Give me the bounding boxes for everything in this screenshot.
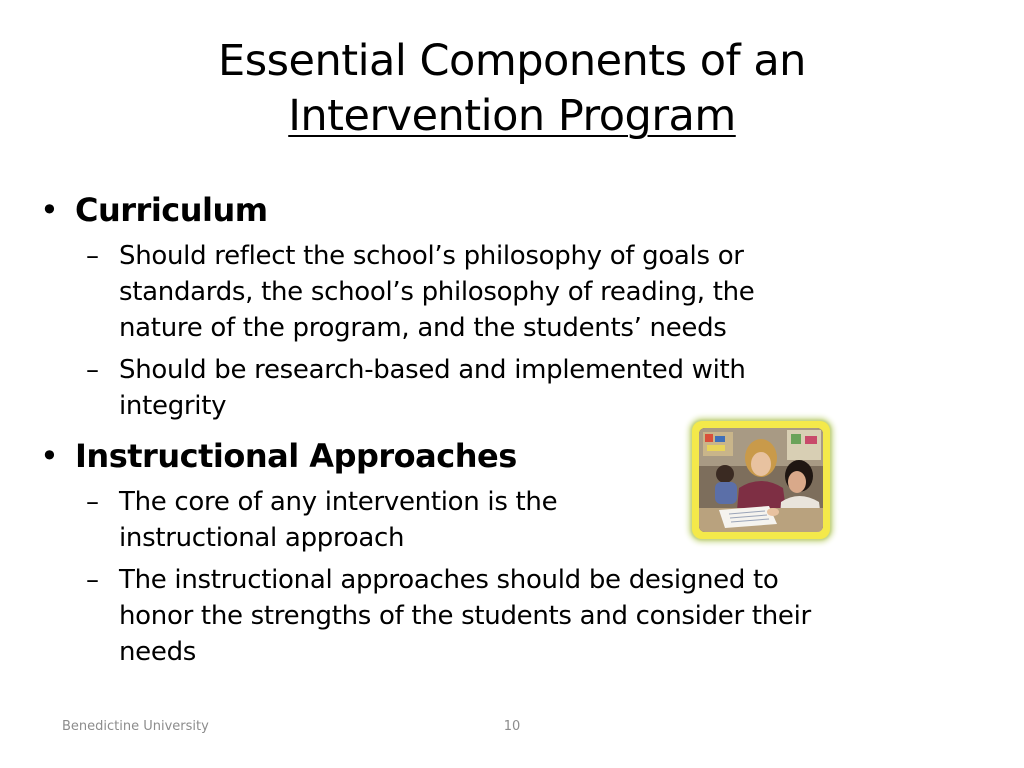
sub-dash: – [86, 241, 99, 271]
sub-line: The core of any intervention is the [119, 487, 558, 517]
sub-dash: – [86, 565, 99, 595]
sub-line: nature of the program, and the students’ needs [119, 313, 727, 343]
sub-line: needs [119, 637, 197, 667]
bullet-dot: • [40, 191, 59, 229]
sub-item [38, 352, 958, 424]
sub-line: integrity [119, 391, 227, 421]
slide-title [40, 34, 984, 144]
title-line-1: Essential Components of an [218, 36, 806, 86]
bullet-heading: Curriculum [75, 191, 268, 229]
sub-line: honor the strengths of the students and consider their [119, 601, 811, 631]
sub-line: Should reflect the school’s philosophy of goals or [119, 241, 744, 271]
sub-item [38, 562, 958, 670]
classroom-photo-icon [699, 428, 823, 532]
bullet-heading: Instructional Approaches [75, 437, 517, 475]
sub-line: instructional approach [119, 523, 405, 553]
bullet-dot: • [40, 437, 59, 475]
photo-frame [692, 421, 830, 539]
footer-organization: Benedictine University [62, 719, 209, 734]
sub-dash: – [86, 355, 99, 385]
sub-line: standards, the school’s philosophy of reading, the [119, 277, 755, 307]
bullet-curriculum [38, 188, 958, 232]
footer-page-number: 10 [503, 719, 521, 734]
sub-item [38, 238, 958, 346]
sub-line: Should be research-based and implemented with [119, 355, 746, 385]
title-line-2: Intervention Program [288, 91, 736, 141]
sub-dash: – [86, 487, 99, 517]
sub-line: The instructional approaches should be designed to [119, 565, 779, 595]
